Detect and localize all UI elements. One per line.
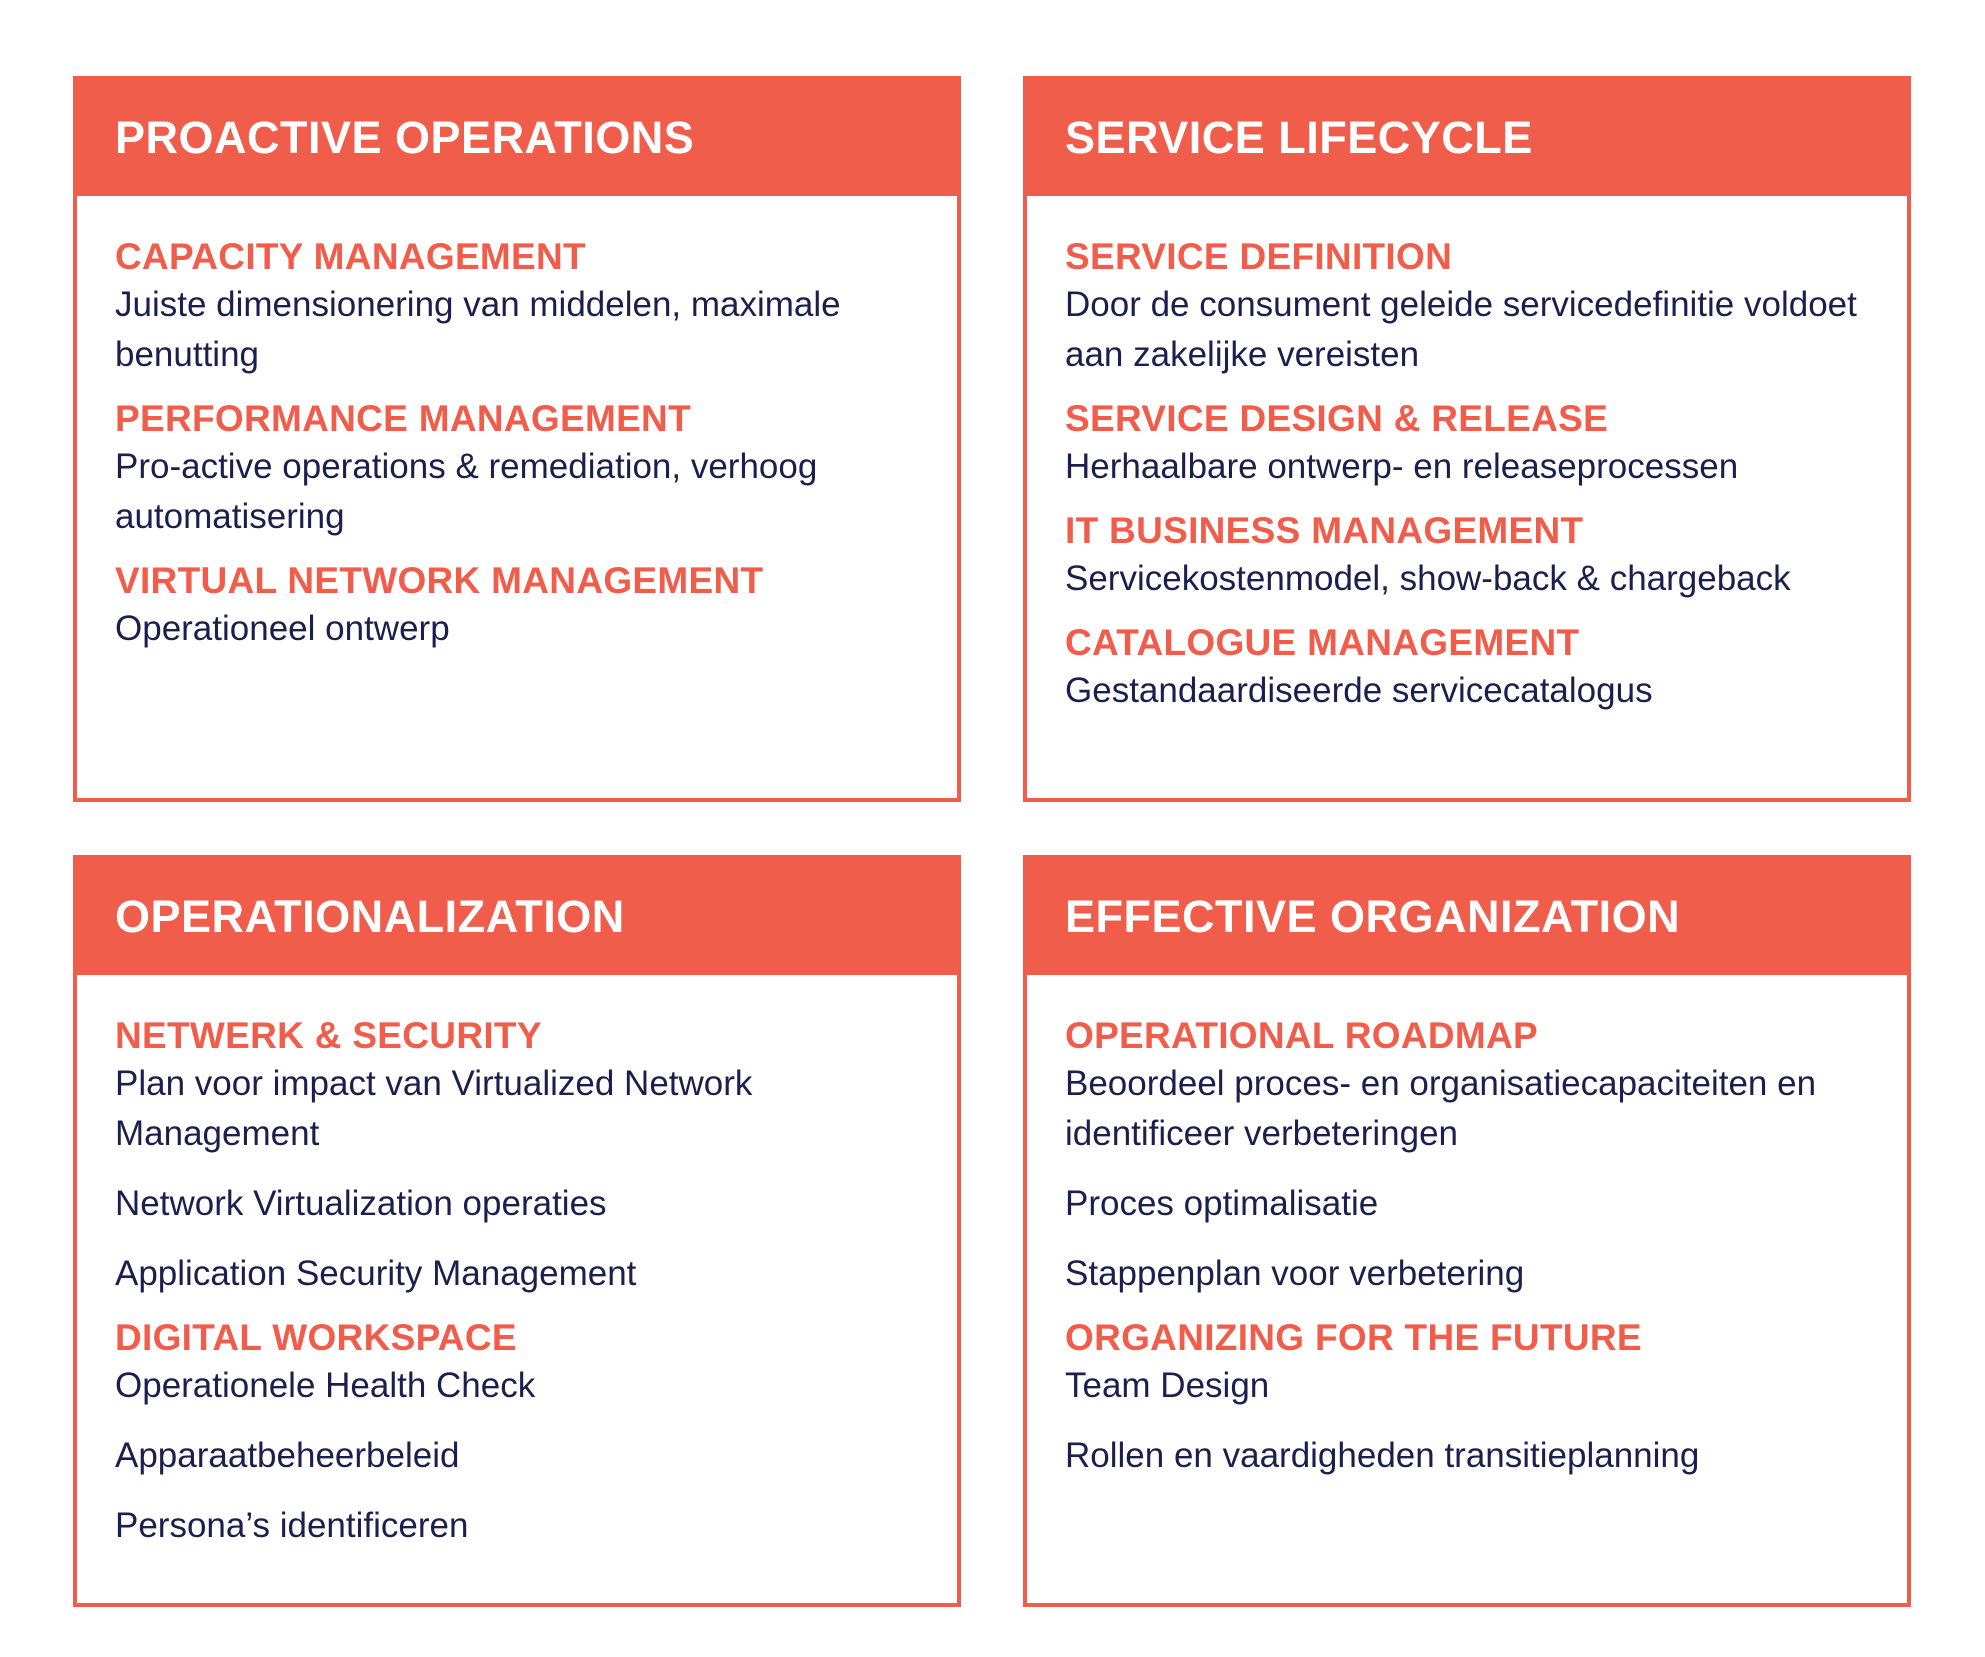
list-item: Proces optimalisatie xyxy=(1065,1184,1379,1223)
card-title: SERVICE LIFECYCLE xyxy=(1027,80,1907,196)
list-item: Network Virtualization operaties xyxy=(115,1184,607,1223)
list-item: Apparaatbeheerbeleid xyxy=(115,1436,460,1475)
card-operationalization xyxy=(73,855,961,1607)
list-item: Team Design xyxy=(1065,1366,1270,1405)
list-item: Stappenplan voor verbetering xyxy=(1065,1254,1525,1293)
list-item: Juiste dimensionering van middelen, maximale benutting xyxy=(115,285,841,374)
card-title: PROACTIVE OPERATIONS xyxy=(77,80,957,196)
section-heading: PERFORMANCE MANAGEMENT xyxy=(115,398,691,439)
list-item: Operationeel ontwerp xyxy=(115,609,450,648)
section-heading: CAPACITY MANAGEMENT xyxy=(115,236,586,277)
list-item: Pro-active operations & remediation, verhoog automatisering xyxy=(115,447,818,536)
list-item: Beoordeel proces- en organisatiecapaciteiten en identificeer verbeteringen xyxy=(1065,1064,1817,1153)
section-heading: CATALOGUE MANAGEMENT xyxy=(1065,622,1580,663)
card-effective-organization xyxy=(1023,855,1911,1607)
card-title: EFFECTIVE ORGANIZATION xyxy=(1027,859,1907,975)
section-heading: VIRTUAL NETWORK MANAGEMENT xyxy=(115,560,764,601)
list-item: Gestandaardiseerde servicecatalogus xyxy=(1065,671,1653,710)
list-item: Servicekostenmodel, show-back & chargeback xyxy=(1065,559,1791,598)
section-heading: IT BUSINESS MANAGEMENT xyxy=(1065,510,1584,551)
section-heading: SERVICE DESIGN & RELEASE xyxy=(1065,398,1609,439)
list-item: Rollen en vaardigheden transitieplanning xyxy=(1065,1436,1700,1475)
list-item: Door de consument geleide servicedefinitie voldoet aan zakelijke vereisten xyxy=(1065,285,1857,374)
list-item: Plan voor impact van Virtualized Network Management xyxy=(115,1064,753,1153)
section-heading: DIGITAL WORKSPACE xyxy=(115,1317,517,1358)
card-service-lifecycle xyxy=(1023,76,1911,802)
section-heading: OPERATIONAL ROADMAP xyxy=(1065,1015,1539,1056)
section-heading: NETWERK & SECURITY xyxy=(115,1015,542,1056)
section-heading: ORGANIZING FOR THE FUTURE xyxy=(1065,1317,1642,1358)
list-item: Operationele Health Check xyxy=(115,1366,536,1405)
card-title: OPERATIONALIZATION xyxy=(77,859,957,975)
card-proactive-operations xyxy=(73,76,961,802)
section-heading: SERVICE DEFINITION xyxy=(1065,236,1453,277)
list-item: Herhaalbare ontwerp- en releaseprocessen xyxy=(1065,447,1739,486)
list-item: Application Security Management xyxy=(115,1254,637,1293)
list-item: Persona’s identificeren xyxy=(115,1506,469,1545)
